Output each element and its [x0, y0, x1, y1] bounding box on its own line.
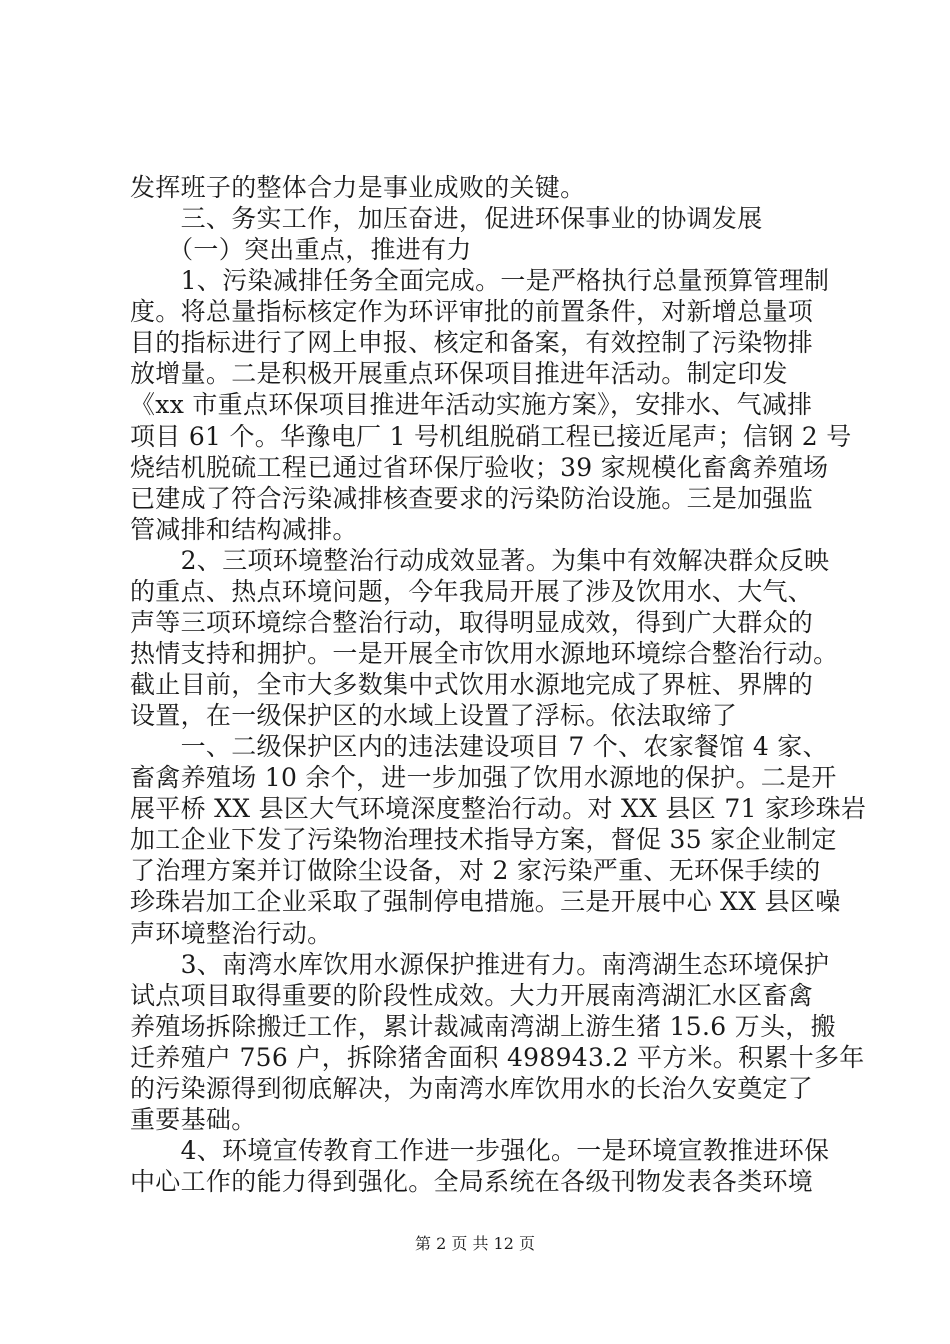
text-line: 项目 61 个。华豫电厂 1 号机组脱硝工程已接近尾声；信钢 2 号 — [130, 421, 852, 451]
text-line: 珍珠岩加工企业采取了强制停电措施。三是开展中心 XX 县区噪 — [130, 887, 841, 917]
text-line: 目的指标进行了网上申报、核定和备案，有效控制了污染物排 — [130, 328, 814, 358]
text-line: 试点项目取得重要的阶段性成效。大力开展南湾湖汇水区畜禽 — [130, 980, 814, 1010]
text-line: 养殖场拆除搬迁工作，累计裁减南湾湖上游生猪 15.6 万头，搬 — [130, 1011, 836, 1041]
text-line: 重要基础。 — [130, 1104, 257, 1134]
text-line: 展平桥 XX 县区大气环境深度整治行动。对 XX 县区 71 家珍珠岩 — [130, 794, 867, 824]
page-footer: 第 2 页 共 12 页 — [415, 1234, 535, 1253]
text-line: 的重点、热点环境问题，今年我局开展了涉及饮用水、大气、 — [130, 576, 814, 606]
text-line: 2、三项环境整治行动成效显著。为集中有效解决群众反映 — [130, 545, 830, 575]
text-line: 声等三项环境综合整治行动，取得明显成效，得到广大群众的 — [130, 607, 814, 637]
text-line: 一、二级保护区内的违法建设项目 7 个、农家餐馆 4 家、 — [130, 732, 828, 762]
text-line: 畜禽养殖场 10 余个，进一步加强了饮用水源地的保护。二是开 — [130, 763, 837, 793]
text-line: 设置，在一级保护区的水域上设置了浮标。依法取缔了 — [130, 701, 738, 731]
text-line: 发挥班子的整体合力是事业成败的关键。 — [130, 173, 586, 202]
text-line: 烧结机脱硫工程已通过省环保厅验收；39 家规模化畜禽养殖场 — [130, 452, 829, 482]
subsection-heading: （一）突出重点，推进有力 — [130, 235, 472, 265]
text-line: 声环境整治行动。 — [130, 918, 333, 948]
text-line: 3、南湾水库饮用水源保护推进有力。南湾湖生态环境保护 — [130, 949, 830, 979]
text-line: 的污染源得到彻底解决，为南湾水库饮用水的长治久安奠定了 — [130, 1073, 814, 1103]
text-line: 截止目前，全市大多数集中式饮用水源地完成了界桩、界牌的 — [130, 670, 814, 699]
text-line: 中心工作的能力得到强化。全局系统在各级刊物发表各类环境 — [130, 1167, 814, 1196]
text-line: 度。将总量指标核定作为环评审批的前置条件，对新增总量项 — [130, 297, 814, 327]
text-line: 管减排和结构减排。 — [130, 514, 358, 544]
text-line: 迁养殖户 756 户，拆除猪舍面积 498943.2 平方米。积累十多年 — [130, 1042, 865, 1072]
text-line: 热情支持和拥护。一是开展全市饮用水源地环境综合整治行动。 — [130, 638, 839, 668]
text-line: 1、污染减排任务全面完成。一是严格执行总量预算管理制 — [130, 266, 830, 296]
text-line: 4、环境宣传教育工作进一步强化。一是环境宣教推进环保 — [130, 1135, 830, 1165]
section-heading: 三、务实工作，加压奋进，促进环保事业的协调发展 — [130, 204, 763, 234]
text-line: 已建成了符合污染减排核查要求的污染防治设施。三是加强监 — [130, 483, 814, 513]
text-line: 了治理方案并订做除尘设备，对 2 家污染严重、无环保手续的 — [130, 856, 821, 886]
text-line: 加工企业下发了污染物治理技术指导方案，督促 35 家企业制定 — [130, 825, 837, 855]
text-line: 放增量。二是积极开展重点环保项目推进年活动。制定印发 — [130, 359, 788, 389]
text-line: 《xx 市重点环保项目推进年活动实施方案》，安排水、气减排 — [130, 390, 813, 420]
